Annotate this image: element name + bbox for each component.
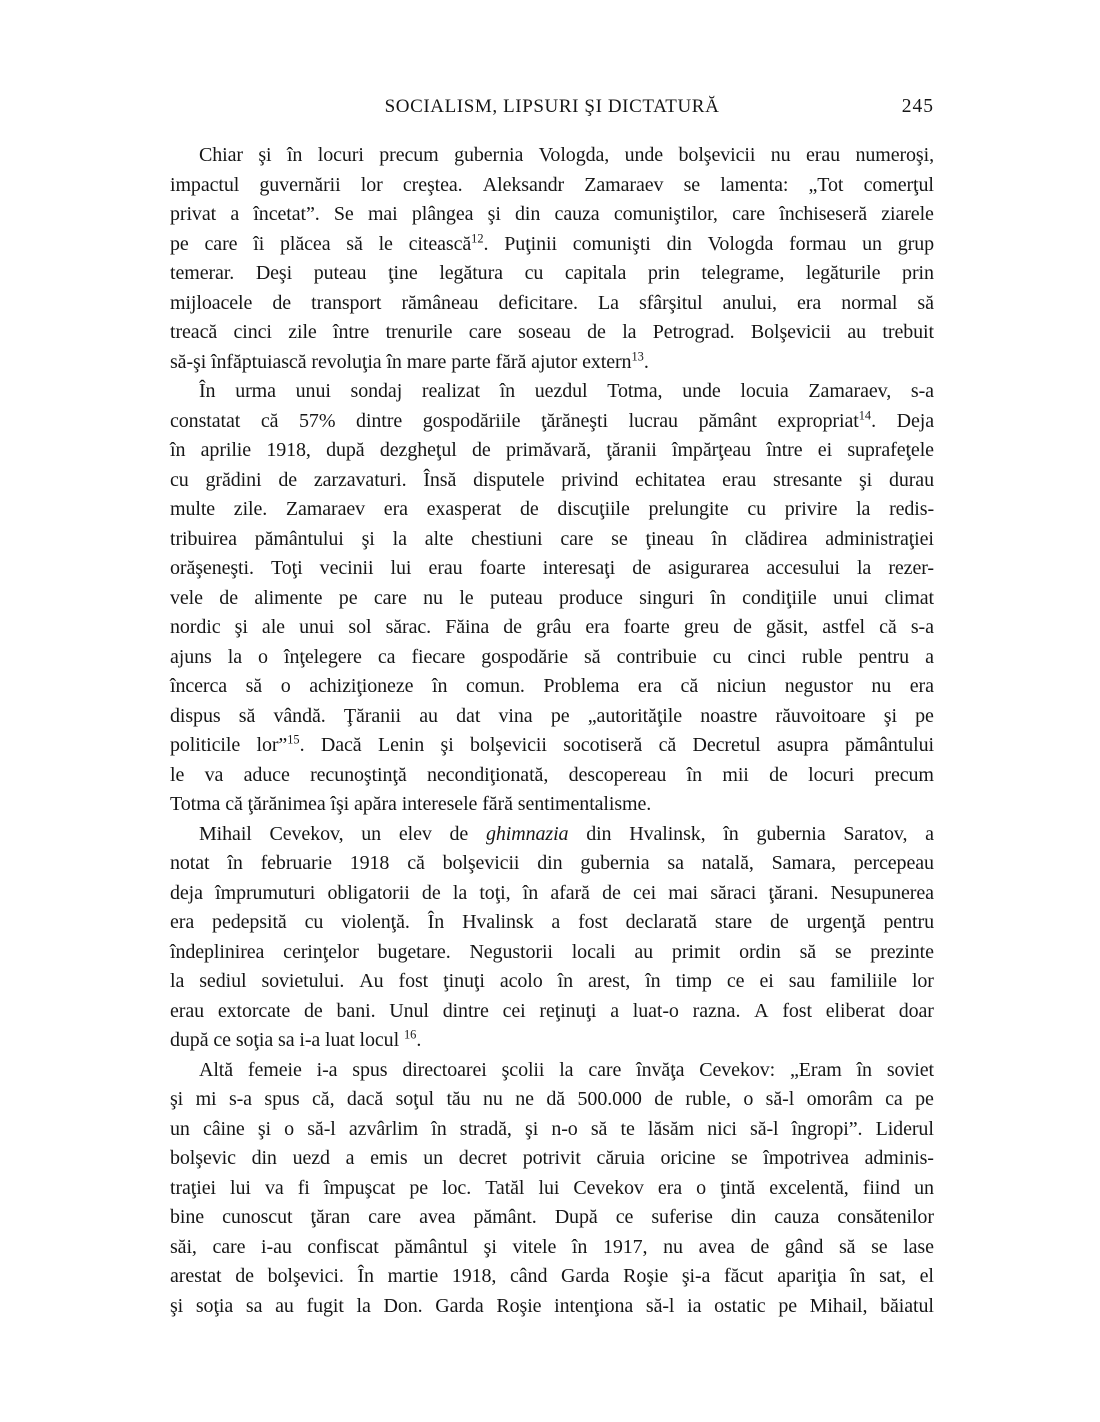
text-line: politicile lor”$^{15}$. Dacă Lenin şi bolşevicii socotiseră că Decretul asupra pământului: [170, 732, 934, 756]
page-number: 245: [901, 96, 934, 117]
footnote-marker: 15: [287, 732, 300, 747]
text-line: tribuirea pământului şi la alte chestiuni care se ţineau în clădirea administraţiei: [170, 527, 934, 550]
text-line: în aprilie 1918, după dezgheţul de primăvară, ţăranii împărţeau între ei suprafeţele: [170, 439, 934, 461]
body-text: [170, 141, 934, 1321]
text-line: şi soţia sa au fugit la Don. Garda Roşie intenţiona să-l ia ostatic pe Mihail, băiatul: [170, 1294, 934, 1317]
text-line: vele de alimente pe care nu le puteau produce singuri în condiţiile unui climat: [170, 586, 934, 609]
running-header: [170, 94, 934, 120]
text-line: bine cunoscut ţăran care avea pământ. După ce suferise din cauza consătenilor: [170, 1206, 934, 1228]
text-line: deja împrumuturi obligatorii de la toţi, în afară de cei mai săraci ţărani. Nesupunerea: [170, 881, 934, 904]
footnote-marker: 12: [471, 230, 484, 245]
text-line: constatat că 57% dintre gospodăriile ţărăneşti lucrau pământ expropriat$^{14}$. Deja: [170, 407, 934, 432]
text-line: traţiei lui va fi împuşcat pe loc. Tatăl lui Cevekov era o ţintă excelentă, fiind un: [170, 1176, 934, 1199]
text-line: era pedepsită cu violenţă. În Hvalinsk a fost declarată stare de urgenţă pentru: [170, 911, 934, 933]
text-line: bolşevic din uezd a emis un decret potrivit căruia oricine se împotrivea adminis-: [170, 1147, 934, 1169]
text-line: încerca să o achiziţioneze în comun. Problema era că niciun negustor nu era: [170, 675, 934, 697]
text-line: notat în februarie 1918 că bolşevicii din gubernia sa natală, Samara, percepeau: [170, 852, 934, 874]
text-line: arestat de bolşevici. În martie 1918, când Garda Roşie şi-a făcut apariţia în sat, el: [170, 1265, 934, 1287]
text-line: după ce soţia sa i-a luat locul $^{16}$.: [170, 1027, 422, 1051]
footnote-marker: 13: [631, 348, 644, 363]
footnote-marker: 14: [858, 407, 872, 422]
footnote-marker: 16: [403, 1027, 417, 1042]
text-line: multe zile. Zamaraev era exasperat de discuţiile prelungite cu privire la redis-: [170, 498, 934, 520]
text-line: la sediul sovietului. Au fost ţinuţi acolo în arest, în timp ce ei sau familiile lor: [170, 970, 934, 992]
text-line: erau extorcate de bani. Unul dintre cei reţinuţi a luat-o razna. A fost eliberat doar: [170, 999, 934, 1022]
text-line: Totma că ţărănimea îşi apăra interesele fără sentimentalisme.: [170, 793, 652, 815]
text-line: pe care îi plăcea să le citească$^{12}$. Puţinii comunişti din Vologda formau un grup: [170, 230, 934, 255]
text-line: dispus să vândă. Ţăranii au dat vina pe „autorităţile noastre răuvoitoare şi pe: [170, 704, 934, 727]
text-line: În urma unui sondaj realizat în uezdul Totma, unde locuia Zamaraev, s-a: [199, 380, 934, 402]
text-line: orăşeneşti. Toţi vecinii lui erau foarte interesaţi de asigurarea accesului la rezer-: [170, 557, 934, 579]
page-title: SOCIALISM, LIPSURI ŞI DICTATURĂ: [384, 96, 720, 117]
text-line: să-şi înfăptuiască revoluţia în mare parte fără ajutor extern$^{13}$.: [170, 348, 649, 373]
paragraph: [170, 820, 934, 1056]
text-line: Mihail Cevekov, un elev de ghimnazia din Hvalinsk, în gubernia Saratov, a: [199, 822, 934, 845]
text-line: şi mi s-a spus că, dacă soţul tău nu ne dă 500.000 de ruble, o să-l omorâm ca pe: [170, 1088, 934, 1110]
text-line: le va aduce recunoştinţă necondiţionată, descopereau în mii de locuri precum: [170, 763, 934, 786]
text-line: impactul guvernării lor creştea. Aleksandr Zamaraev se lamenta: „Tot comerţul: [170, 173, 934, 196]
text-line: Chiar şi în locuri precum gubernia Vologda, unde bolşevicii nu erau numeroşi,: [199, 144, 934, 166]
text-line: treacă cinci zile între trenurile care soseau de la Petrograd. Bolşevicii au trebuit: [170, 321, 934, 343]
text-line: un câine şi o să-l azvârlim în stradă, şi n-o să te lăsăm nici să-l îngropi”. Liderul: [170, 1117, 934, 1140]
text-line: Altă femeie i-a spus directoarei şcolii la care învăţa Cevekov: „Eram în soviet: [199, 1058, 934, 1081]
paragraph: [170, 141, 934, 377]
text-line: îndeplinirea cerinţelor bugetare. Negustorii locali au primit ordin să se prezinte: [170, 940, 934, 963]
paragraph: [170, 1056, 934, 1322]
paragraph: [170, 377, 934, 820]
text-line: mijloacele de transport rămâneau deficitare. La sfârşitul anului, era normal să: [170, 291, 934, 314]
text-line: cu grădini de zarzavaturi. Însă disputele privind echitatea erau stresante şi durau: [170, 468, 934, 491]
text-line: nordic şi ale unui sol sărac. Făina de grâu era foarte greu de găsit, astfel că s-a: [170, 616, 934, 638]
text-line: privat a încetat”. Se mai plângea şi din cauza comuniştilor, care închiseseră ziarele: [170, 203, 934, 225]
text-line: temerar. Deşi puteau ţine legătura cu capitala prin telegrame, legăturile prin: [170, 262, 934, 284]
text-line: ajuns la o înţelegere ca fiecare gospodărie să contribuie cu cinci ruble pentru a: [170, 645, 934, 668]
text-line: săi, care i-au confiscat pământul şi vitele în 1917, nu avea de gând să se lase: [170, 1235, 934, 1258]
